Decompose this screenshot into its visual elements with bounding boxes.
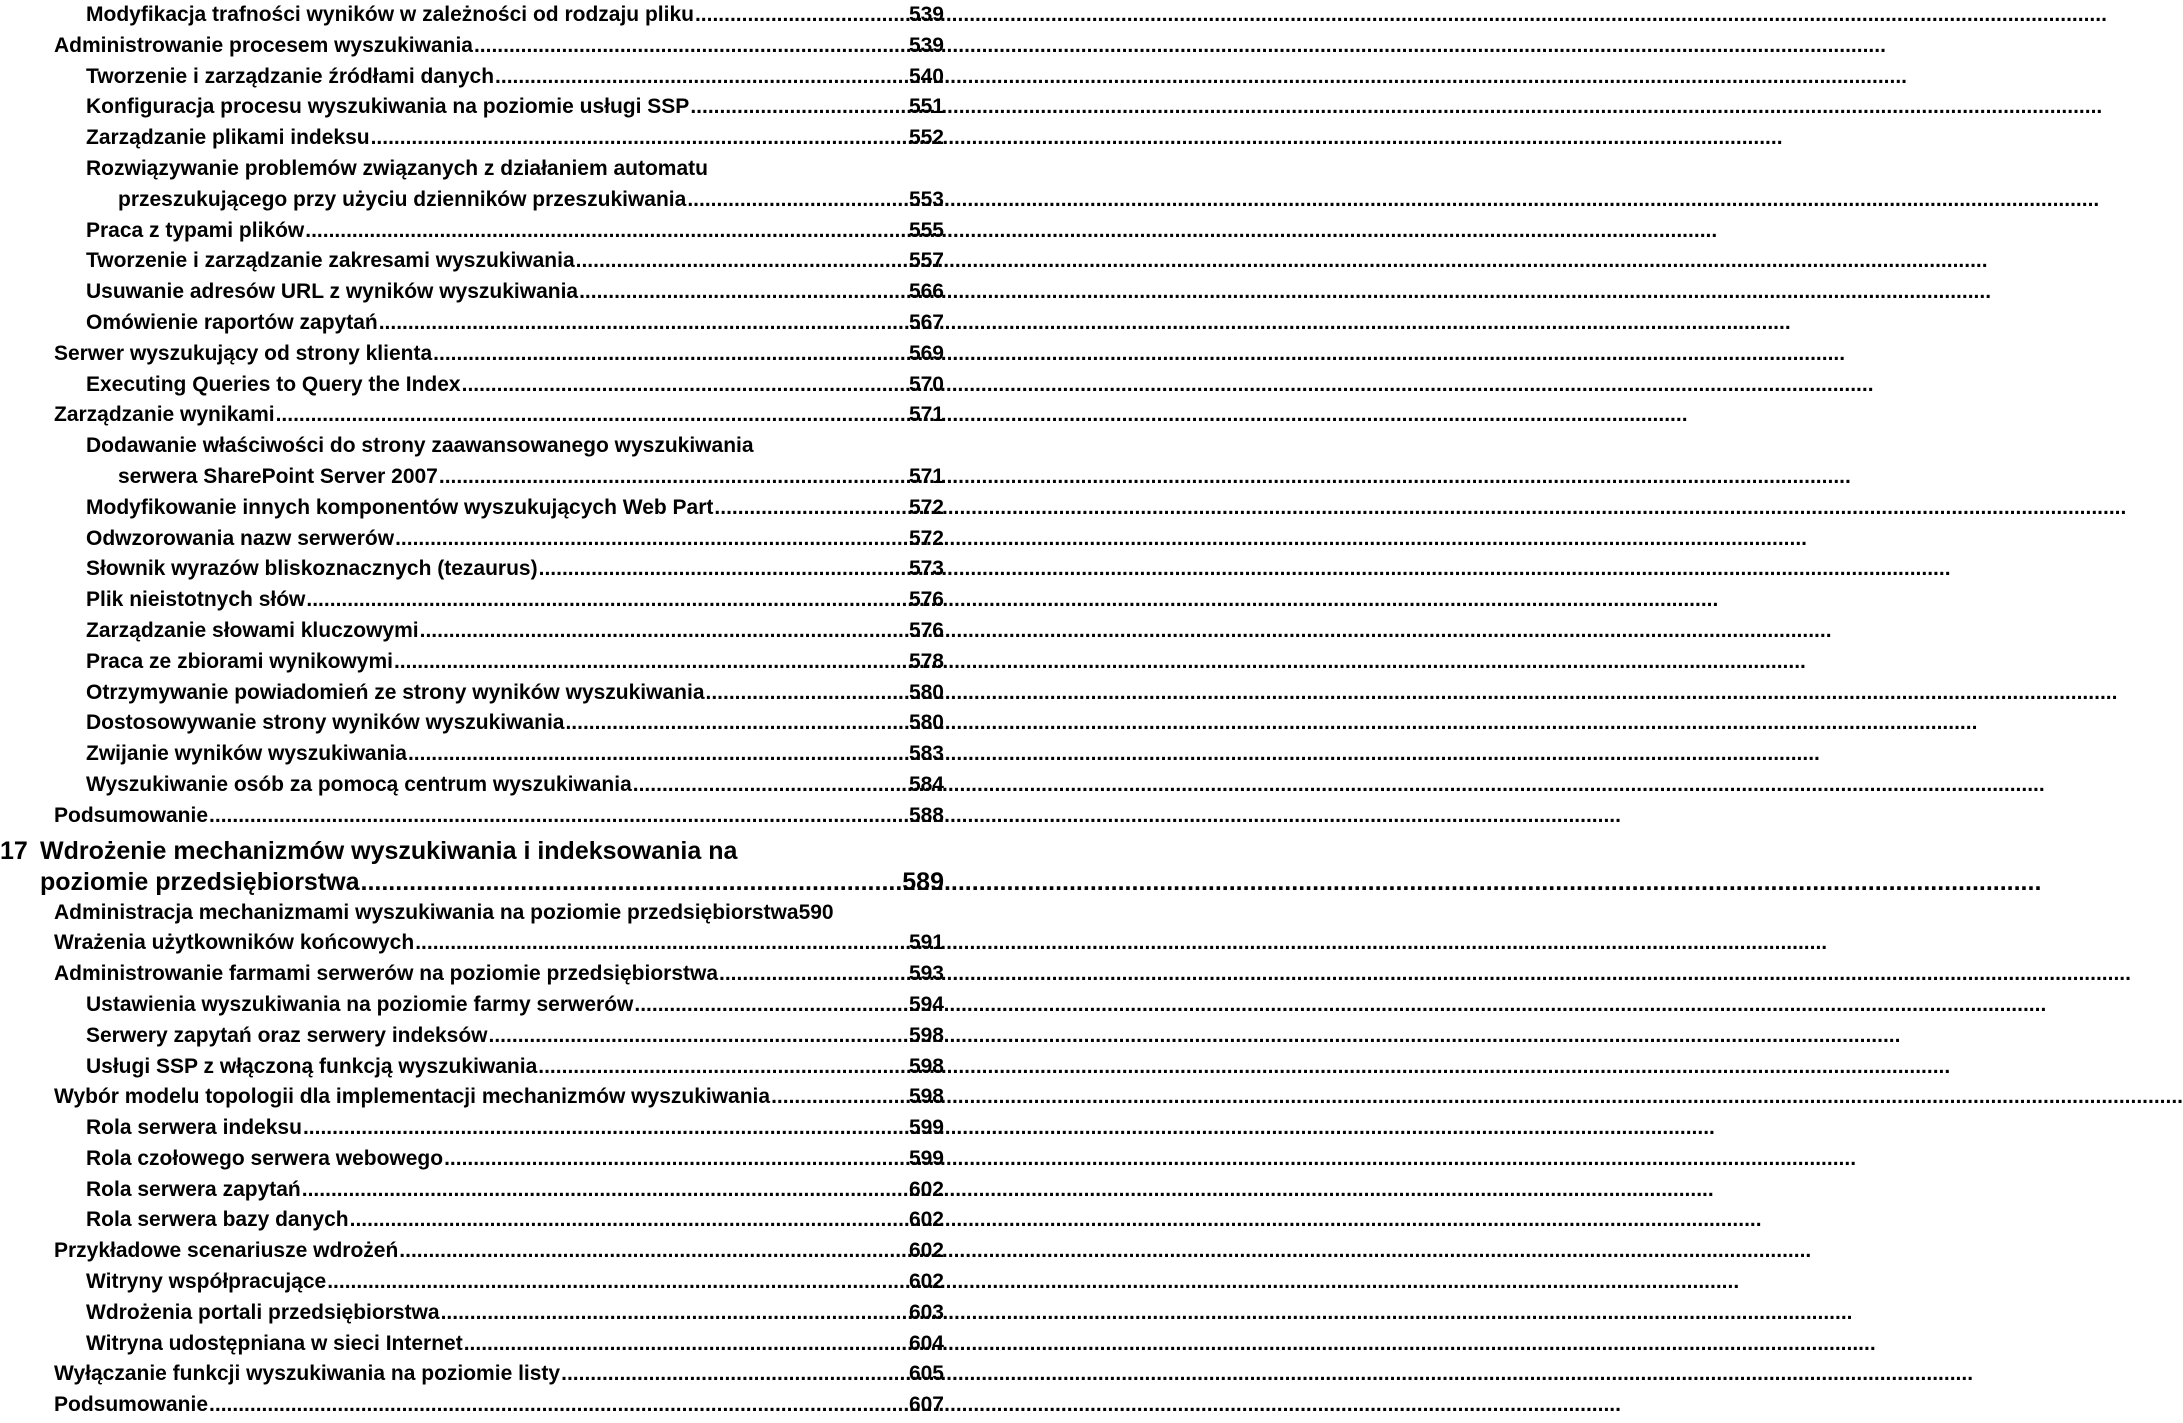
dot-leader bbox=[407, 739, 909, 770]
toc-entry[interactable] bbox=[0, 154, 960, 216]
dot-leader bbox=[537, 1052, 909, 1083]
toc-page-number: 589 bbox=[902, 867, 944, 896]
toc-entry-title: Modyfikacja trafności wyników w zależności od rodzaju pliku bbox=[86, 3, 694, 26]
dot-leader bbox=[713, 493, 909, 524]
toc-entry[interactable] bbox=[0, 524, 960, 555]
toc-entry[interactable] bbox=[0, 400, 960, 431]
toc-page-number: 557 bbox=[908, 249, 944, 273]
toc-page-number: 583 bbox=[908, 742, 944, 766]
dot-leader bbox=[705, 678, 909, 709]
dot-leader bbox=[394, 524, 909, 555]
dot-leader bbox=[575, 246, 909, 277]
toc-entry-title: Modyfikowanie innych komponentów wyszukujących Web Part bbox=[86, 495, 714, 519]
toc-entry[interactable] bbox=[0, 1113, 960, 1144]
toc-entry-title: Rola serwera indeksu bbox=[86, 1116, 302, 1140]
dot-leader bbox=[461, 370, 909, 401]
toc-entry[interactable] bbox=[0, 554, 960, 585]
toc-entry-title: Administracja mechanizmami wyszukiwania na poziomie przedsiębiorstwa bbox=[54, 900, 799, 924]
dot-leader bbox=[770, 1082, 909, 1113]
dot-leader bbox=[304, 216, 909, 247]
toc-page-number: 602 bbox=[908, 1270, 944, 1294]
toc-entry[interactable] bbox=[0, 898, 960, 929]
dot-leader bbox=[414, 928, 909, 959]
dot-leader bbox=[473, 31, 909, 62]
toc-entry-title: Usuwanie adresów URL z wyników wyszukiwania bbox=[86, 280, 579, 304]
dot-leader bbox=[349, 1205, 909, 1236]
toc-page-number: 551 bbox=[908, 95, 944, 119]
toc-entry[interactable] bbox=[0, 647, 960, 678]
toc-page-number: 578 bbox=[908, 649, 944, 673]
toc-page-number: 567 bbox=[908, 310, 944, 334]
toc-entry[interactable] bbox=[0, 1205, 960, 1236]
toc-page-number: 580 bbox=[908, 680, 944, 704]
toc-entry-title: Rola serwera zapytań bbox=[86, 1177, 301, 1201]
toc-page-number: 602 bbox=[908, 1239, 944, 1263]
toc-page-number: 591 bbox=[908, 931, 944, 955]
toc-entry[interactable] bbox=[0, 308, 960, 339]
dot-leader bbox=[686, 185, 909, 216]
dot-leader bbox=[443, 1144, 909, 1175]
toc-entry[interactable] bbox=[0, 801, 960, 832]
toc-entry-title: Executing Queries to Query the Index bbox=[86, 372, 461, 396]
toc-page-number: 572 bbox=[908, 526, 944, 550]
toc-page-number: 602 bbox=[908, 1177, 944, 1201]
toc-page-number: 603 bbox=[908, 1300, 944, 1324]
toc-page-number: 598 bbox=[908, 1054, 944, 1078]
toc-page-number: 590 bbox=[798, 900, 834, 924]
toc-entry[interactable] bbox=[0, 370, 960, 401]
toc-page-number: 588 bbox=[908, 803, 944, 827]
toc-entry[interactable] bbox=[0, 62, 960, 93]
toc-entry[interactable] bbox=[0, 585, 960, 616]
toc-page-number: 572 bbox=[908, 495, 944, 519]
toc-page-number: 566 bbox=[908, 280, 944, 304]
toc-entry[interactable] bbox=[0, 431, 960, 493]
toc-entry-title: Wdrożenie mechanizmów wyszukiwania i indeksowania na bbox=[40, 836, 738, 865]
dot-leader bbox=[301, 1175, 909, 1206]
toc-page-number: 569 bbox=[908, 341, 944, 365]
dot-leader bbox=[393, 647, 909, 678]
dot-leader bbox=[398, 1236, 909, 1267]
toc-page-number: 605 bbox=[908, 1362, 944, 1386]
chapter-number: 17 bbox=[0, 836, 28, 865]
toc-page-number: 539 bbox=[908, 3, 944, 26]
toc-entry[interactable] bbox=[0, 990, 960, 1021]
toc-entry[interactable] bbox=[0, 1359, 960, 1390]
dot-leader bbox=[718, 959, 909, 990]
toc-entry[interactable] bbox=[0, 1175, 960, 1206]
toc-page-number: 576 bbox=[908, 588, 944, 612]
toc-page-number: 571 bbox=[908, 403, 944, 427]
toc-page-number: 602 bbox=[908, 1208, 944, 1232]
dot-leader bbox=[440, 1298, 909, 1329]
toc-entry[interactable] bbox=[0, 1390, 960, 1421]
toc-entry-title: Witryny współpracujące bbox=[86, 1270, 327, 1294]
toc-page-number: 598 bbox=[908, 1023, 944, 1047]
toc-entry-title: Zarządzanie słowami kluczowymi bbox=[86, 618, 419, 642]
dot-leader bbox=[378, 308, 909, 339]
toc-page-number: 573 bbox=[908, 557, 944, 581]
toc-entry-title: Zarządzanie wynikami bbox=[54, 403, 275, 427]
toc-entry-title: Administrowanie farmami serwerów na poziomie przedsiębiorstwa bbox=[54, 962, 719, 986]
toc-entry-title: Rozwiązywanie problemów związanych z działaniem automatu bbox=[86, 156, 708, 180]
toc-entry[interactable] bbox=[0, 216, 960, 247]
dot-leader bbox=[305, 585, 909, 616]
toc-entry-title: Praca z typami plików bbox=[86, 218, 305, 242]
toc-page-number: 593 bbox=[908, 962, 944, 986]
toc-entry-title: przeszukującego przy użyciu dzienników przeszukiwania bbox=[118, 187, 687, 211]
dot-leader bbox=[538, 554, 909, 585]
dot-leader bbox=[360, 867, 903, 898]
toc-entry-title: Plik nieistotnych słów bbox=[86, 588, 306, 612]
toc-entry-title: Podsumowanie bbox=[54, 1393, 209, 1417]
toc-page-number: 540 bbox=[908, 64, 944, 88]
toc-entry-title: Tworzenie i zarządzanie zakresami wyszukiwania bbox=[86, 249, 575, 273]
dot-leader bbox=[208, 1390, 909, 1421]
toc-entry[interactable] bbox=[0, 708, 960, 739]
toc-entry-title: Serwery zapytań oraz serwery indeksów bbox=[86, 1023, 488, 1047]
toc-entry-title: Tworzenie i zarządzanie źródłami danych bbox=[86, 64, 495, 88]
dot-leader bbox=[632, 770, 909, 801]
toc-entry[interactable] bbox=[0, 616, 960, 647]
toc-entry-title: Serwer wyszukujący od strony klienta bbox=[54, 341, 433, 365]
toc-entry-title: Podsumowanie bbox=[54, 803, 209, 827]
toc-entry[interactable] bbox=[0, 92, 960, 123]
toc-entry-title: Zarządzanie plikami indeksu bbox=[86, 126, 370, 150]
toc-entry-title: Omówienie raportów zapytań bbox=[86, 310, 378, 334]
toc-entry[interactable] bbox=[0, 31, 960, 62]
toc-entry[interactable] bbox=[0, 246, 960, 277]
toc-entry[interactable] bbox=[0, 770, 960, 801]
toc-entry-title: Rola czołowego serwera webowego bbox=[86, 1146, 444, 1170]
toc-entry-title: Wybór modelu topologii dla implementacji mechanizmów wyszukiwania bbox=[54, 1085, 771, 1109]
toc-entry[interactable] bbox=[0, 1082, 960, 1113]
dot-leader bbox=[302, 1113, 909, 1144]
toc-entry-title: Przykładowe scenariusze wdrożeń bbox=[54, 1239, 399, 1263]
toc-page-number: 553 bbox=[908, 187, 944, 211]
table-of-contents bbox=[0, 0, 960, 1421]
dot-leader bbox=[689, 92, 909, 123]
dot-leader bbox=[578, 277, 909, 308]
toc-entry[interactable] bbox=[0, 277, 960, 308]
dot-leader bbox=[370, 123, 909, 154]
dot-leader bbox=[438, 462, 909, 493]
toc-entry-title: poziomie przedsiębiorstwa bbox=[40, 867, 360, 896]
toc-entry-title: Odwzorowania nazw serwerów bbox=[86, 526, 395, 550]
toc-page-number: 576 bbox=[908, 618, 944, 642]
toc-entry[interactable] bbox=[0, 678, 960, 709]
toc-entry-title: Wdrożenia portali przedsiębiorstwa bbox=[86, 1300, 440, 1324]
toc-entry-title: Słownik wyrazów bliskoznacznych (tezaurus) bbox=[86, 557, 538, 581]
toc-page-number: 555 bbox=[908, 218, 944, 242]
toc-page-number: 570 bbox=[908, 372, 944, 396]
toc-entry[interactable] bbox=[0, 493, 960, 524]
toc-entry-title: Wrażenia użytkowników końcowych bbox=[54, 931, 415, 955]
toc-page-number: 580 bbox=[908, 711, 944, 735]
dot-leader bbox=[326, 1267, 909, 1298]
toc-entry-title: Dodawanie właściwości do strony zaawansowanego wyszukiwania bbox=[86, 434, 754, 458]
toc-entry-title: Dostosowywanie strony wyników wyszukiwania bbox=[86, 711, 565, 735]
toc-entry-title: Praca ze zbiorami wynikowymi bbox=[86, 649, 393, 673]
toc-entry[interactable] bbox=[0, 739, 960, 770]
dot-leader bbox=[463, 1329, 909, 1360]
dot-leader bbox=[208, 801, 909, 832]
toc-entry-title: Rola serwera bazy danych bbox=[86, 1208, 349, 1232]
toc-entry[interactable] bbox=[0, 1021, 960, 1052]
toc-page-number: 598 bbox=[908, 1085, 944, 1109]
toc-entry[interactable] bbox=[0, 0, 960, 31]
toc-entry[interactable] bbox=[0, 1236, 960, 1267]
toc-page-number: 599 bbox=[908, 1146, 944, 1170]
toc-page-number: 604 bbox=[908, 1331, 944, 1355]
toc-entry[interactable] bbox=[0, 1298, 960, 1329]
toc-entry-title: Administrowanie procesem wyszukiwania bbox=[54, 33, 473, 57]
toc-entry-title: Wyszukiwanie osób za pomocą centrum wyszukiwania bbox=[86, 772, 632, 796]
toc-entry[interactable] bbox=[0, 123, 960, 154]
toc-chapter-entry[interactable] bbox=[0, 836, 960, 898]
toc-entry-title: Konfiguracja procesu wyszukiwania na poziomie usługi SSP bbox=[86, 95, 690, 119]
dot-leader bbox=[560, 1359, 909, 1390]
dot-leader bbox=[564, 708, 908, 739]
dot-leader bbox=[419, 616, 909, 647]
toc-page-number: 571 bbox=[908, 464, 944, 488]
toc-page-number: 594 bbox=[908, 992, 944, 1016]
dot-leader bbox=[694, 0, 909, 31]
dot-leader bbox=[494, 62, 909, 93]
toc-entry-title: Otrzymywanie powiadomień ze strony wyników wyszukiwania bbox=[86, 680, 705, 704]
toc-page-number: 552 bbox=[908, 126, 944, 150]
dot-leader bbox=[633, 990, 909, 1021]
toc-entry-title: Witryna udostępniana w sieci Internet bbox=[86, 1331, 463, 1355]
toc-entry[interactable] bbox=[0, 1267, 960, 1298]
toc-entry[interactable] bbox=[0, 339, 960, 370]
toc-entry[interactable] bbox=[0, 928, 960, 959]
toc-entry-title: Wyłączanie funkcji wyszukiwania na poziomie listy bbox=[54, 1362, 561, 1386]
dot-leader bbox=[488, 1021, 909, 1052]
toc-entry-title: Ustawienia wyszukiwania na poziomie farmy serwerów bbox=[86, 992, 634, 1016]
toc-entry-title: Usługi SSP z włączoną funkcją wyszukiwania bbox=[86, 1054, 538, 1078]
toc-page-number: 599 bbox=[908, 1116, 944, 1140]
toc-page-number: 607 bbox=[908, 1393, 944, 1417]
toc-entry-title: serwera SharePoint Server 2007 bbox=[118, 464, 438, 488]
toc-entry-title: Zwijanie wyników wyszukiwania bbox=[86, 742, 407, 766]
toc-entry[interactable] bbox=[0, 1052, 960, 1083]
toc-entry[interactable] bbox=[0, 1144, 960, 1175]
toc-page-number: 539 bbox=[908, 33, 944, 57]
toc-entry[interactable] bbox=[0, 1329, 960, 1360]
toc-entry[interactable] bbox=[0, 959, 960, 990]
dot-leader bbox=[275, 400, 909, 431]
dot-leader bbox=[432, 339, 909, 370]
toc-page-number: 584 bbox=[908, 772, 944, 796]
